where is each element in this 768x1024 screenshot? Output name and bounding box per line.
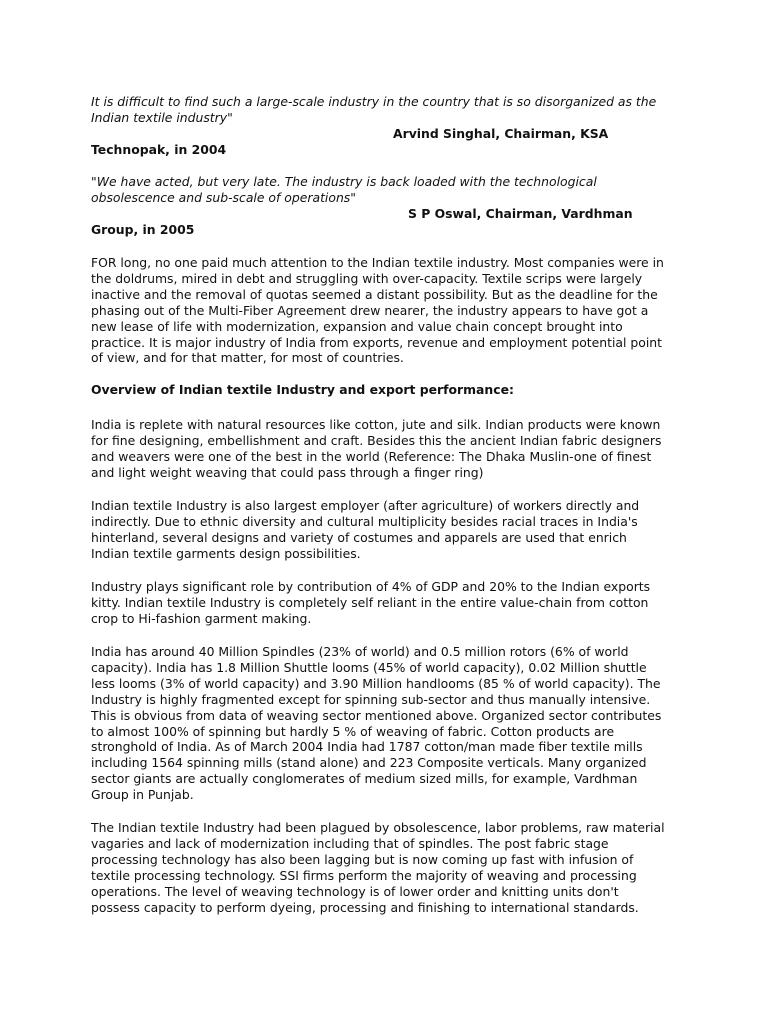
paragraph-capacity: India has around 40 Million Spindles (23% of world) and 0.5 million rotors (6% of world capacity). India has 1.8 Million Shuttle looms (45% of world capacity), 0.02 Million shuttle less looms (3% of world capacity) and 3.90 Million handlooms (85 % of world capacity). The Industry is highly fragmented except for spinning sub-sector and thus manually intensive. This is obvious from data of weaving sector mentioned above. Organized sector contributes to almost 100% of spinning but hardly 5 % of weaving of fabric. Cotton products are stronghold of India. As of March 2004 India had 1787 cotton/man made fiber textile mills including 1564 spinning mills (stand alone) and 223 Composite verticals. Many organized sector giants are actually conglomerates of medium sized mills, for example, Vardhman Group in Punjab.	[91, 644, 662, 803]
quote-1-attribution: Arvind Singhal, Chairman, KSA	[393, 126, 609, 141]
paragraph-employment: Indian textile Industry is also largest employer (after agriculture) of workers directly and indirectly. Due to ethnic diversity and cultural multiplicity besides racial traces in India's hinterland, several designs and variety of costumes and apparels are used that enrich Indian textile garments design possibilities.	[91, 498, 640, 561]
intro-paragraph: FOR long, no one paid much attention to the Indian textile industry. Most companies were in the doldrums, mired in debt and struggling with over-capacity. Textile scrips were largely inactive and the removal of quotas seemed a distant possibility. But as the deadline for the phasing out of the Multi-Fiber Agreement drew nearer, the industry appears to have got a new lease of life with modernization, expansion and value chain concept brought into practice. It is major industry of India from exports, revenue and employment potential point of view, and for that matter, for most of countries.	[91, 255, 664, 366]
section-heading: Overview of Indian textile Industry and export performance:	[91, 382, 514, 397]
paragraph-gdp-contribution: Industry plays significant role by contribution of 4% of GDP and 20% to the Indian exports kitty. Indian textile Industry is completely self reliant in the entire value-chain from cotton crop to Hi-fashion garment making.	[91, 579, 651, 626]
paragraph-natural-resources: India is replete with natural resources like cotton, jute and silk. Indian products were known for fine designing, embellishment and craft. Besides this the ancient Indian fabric designers and weavers were one of the best in the world (Reference: The Dhaka Muslin-one of finest and light weight weaving that could pass through a finger ring)	[91, 417, 662, 480]
paragraph-obsolescence: The Indian textile Industry had been plagued by obsolescence, labor problems, raw material vagaries and lack of modernization including that of spindles. The post fabric stage processing technology has also been lagging but is now coming up fast with infusion of textile processing technology. SSI firms perform the majority of weaving and processing operations. The level of weaving technology is of lower order and knitting units don't possess capacity to perform dyeing, processing and finishing to international standards.	[91, 820, 665, 915]
quote-2-attribution: S P Oswal, Chairman, Vardhman	[408, 206, 633, 221]
quote-2-attribution-continued: Group, in 2005	[91, 222, 195, 237]
quote-1-text: It is difficult to find such a large-scale industry in the country that is so disorganized as the Indian textile industry"	[91, 94, 657, 125]
quote-1-attribution-continued: Technopak, in 2004	[91, 142, 227, 157]
quote-2-text: "We have acted, but very late. The industry is back loaded with the technological obsolescence and sub-scale of operations"	[91, 174, 597, 205]
